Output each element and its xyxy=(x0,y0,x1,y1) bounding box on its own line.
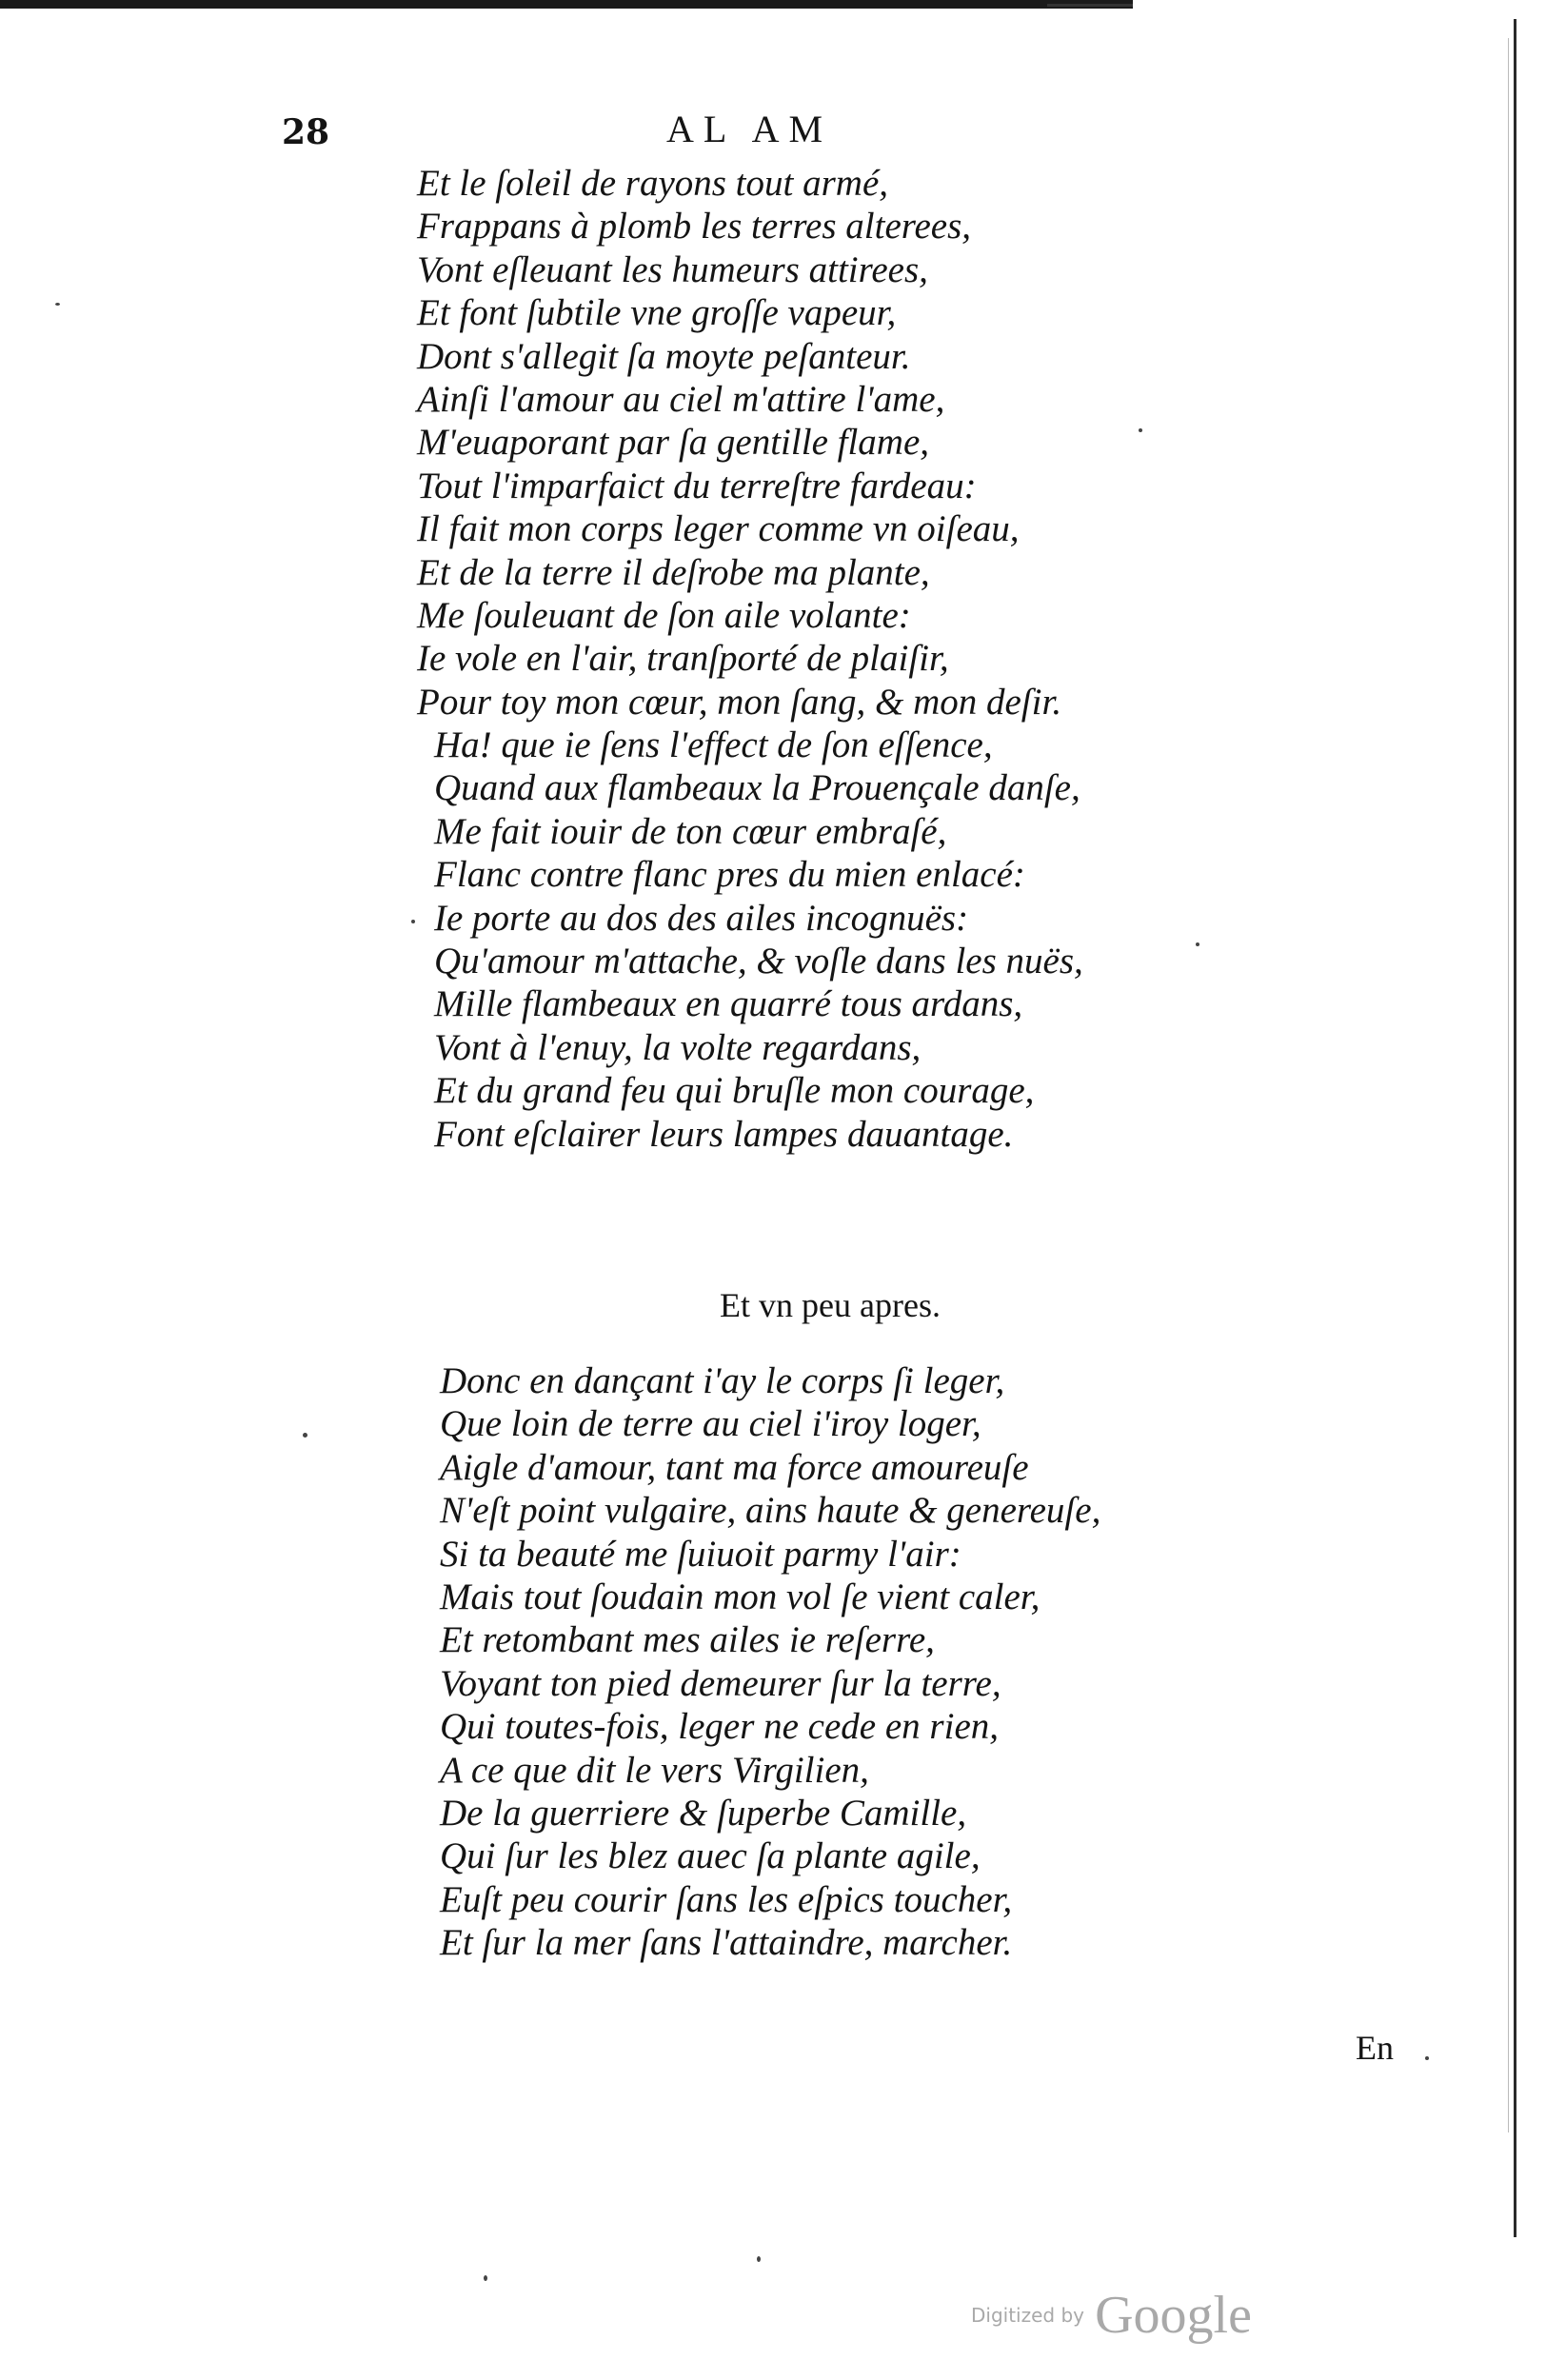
top-border-rule xyxy=(0,0,1133,9)
page-number: 28 xyxy=(282,112,330,152)
verse-line: Vont à l'enuy, la volte regardans, xyxy=(434,1026,922,1068)
verse-line: Que loin de terre au ciel i'iroy loger, xyxy=(440,1403,981,1445)
verse-line: Me ſouleuant de ſon aile volante: xyxy=(417,594,911,636)
page-right-edge-shadow xyxy=(1508,38,1509,2132)
verse-line: N'eſt point vulgaire, ains haute & genereuſe, xyxy=(440,1490,1101,1532)
verse-line: Voyant ton pied demeurer ſur la terre, xyxy=(440,1662,1001,1704)
verse-line: De la guerriere & ſuperbe Camille, xyxy=(440,1792,967,1834)
verse-line: Ie porte au dos des ailes incognuës: xyxy=(434,897,969,939)
verse-line: M'euaporant par ſa gentille flame, xyxy=(417,422,930,464)
digitization-watermark xyxy=(971,2285,1252,2346)
ink-speck xyxy=(1196,942,1199,946)
verse-line: Et du grand feu qui bruſle mon courage, xyxy=(434,1070,1035,1112)
ink-speck xyxy=(757,2256,761,2262)
ink-speck xyxy=(484,2275,487,2281)
ink-speck xyxy=(55,303,60,306)
verse-line: Euſt peu courir ſans les eſpics toucher, xyxy=(440,1878,1013,1920)
verse-line: Il fait mon corps leger comme vn oiſeau, xyxy=(417,508,1020,550)
verse-line: A ce que dit le vers Virgilien, xyxy=(440,1749,869,1791)
verse-line: Et font ſubtile vne groſſe vapeur, xyxy=(417,292,897,334)
verse-line: Pour toy mon cœur, mon ſang, & mon deſir. xyxy=(417,681,1062,723)
verse-line: Mille flambeaux en quarré tous ardans, xyxy=(434,983,1023,1025)
catchword: En xyxy=(1356,2029,1394,2067)
verse-line: Ainſi l'amour au ciel m'attire l'ame, xyxy=(417,378,945,420)
google-logo: Google xyxy=(1095,2286,1252,2345)
verse-line: Tout l'imparfaict du terreſtre fardeau: xyxy=(417,465,977,506)
stanza-1 xyxy=(417,162,1140,1156)
ink-speck xyxy=(1139,428,1142,432)
verse-line: Font eſclairer leurs lampes dauantage. xyxy=(434,1113,1014,1155)
section-heading: Et vn peu apres. xyxy=(720,1286,941,1324)
verse-line: Frappans à plomb les terres alterees, xyxy=(417,206,972,248)
watermark-prefix: Digitized by xyxy=(971,2304,1084,2327)
verse-line: Mais tout ſoudain mon vol ſe vient caler, xyxy=(440,1576,1041,1617)
stanza-2 xyxy=(417,1359,1140,1964)
verse-line: Et le ſoleil de rayons tout armé, xyxy=(417,163,889,204)
verse-line: Me fait iouir de ton cœur embraſé, xyxy=(434,810,947,852)
verse-line: Qui ſur les blez auec ſa plante agile, xyxy=(440,1835,981,1877)
ink-speck xyxy=(303,1433,307,1438)
verse-line: Et ſur la mer ſans l'attaindre, marcher. xyxy=(440,1922,1013,1964)
ink-speck xyxy=(1425,2056,1429,2060)
verse-line: Donc en dançant i'ay le corps ſi leger, xyxy=(440,1360,1005,1401)
verse-line: Ie vole en l'air, tranſporté de plaiſir, xyxy=(417,638,949,680)
verse-line: Si ta beauté me ſuiuoit parmy l'air: xyxy=(440,1533,961,1575)
verse-line: Aigle d'amour, tant ma force amoureuſe xyxy=(440,1446,1029,1488)
verse-line: Et de la terre il deſrobe ma plante, xyxy=(417,551,930,593)
verse-line: Et retombant mes ailes ie reſerre, xyxy=(440,1619,935,1661)
ink-speck xyxy=(411,920,415,923)
verse-line: Qu'amour m'attache, & voſle dans les nuës, xyxy=(434,941,1083,982)
running-head: AL AM xyxy=(666,108,833,150)
verse-line: Vont eſleuant les humeurs attirees, xyxy=(417,248,928,290)
page-right-edge xyxy=(1514,19,1516,2237)
verse-line: Flanc contre flanc pres du mien enlacé: xyxy=(434,854,1025,896)
verse-line: Quand aux flambeaux la Prouençale danſe, xyxy=(434,767,1080,809)
verse-line: Ha! que ie ſens l'effect de ſon eſſence, xyxy=(434,724,993,766)
verse-line: Qui toutes-fois, leger ne cede en rien, xyxy=(440,1706,999,1748)
verse-line: Dont s'allegit ſa moyte peſanteur. xyxy=(417,335,911,377)
top-border-rule-tail xyxy=(1047,4,1133,7)
